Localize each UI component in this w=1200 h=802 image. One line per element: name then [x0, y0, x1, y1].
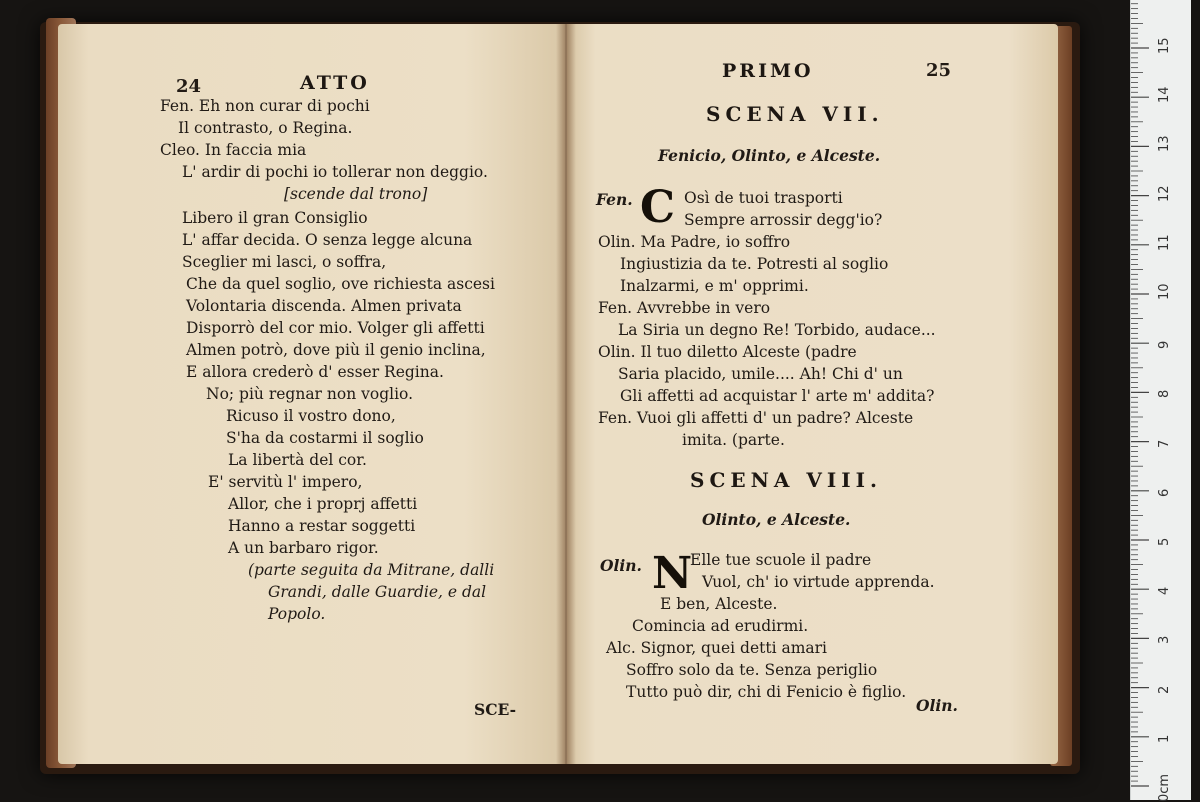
catchword: Olin.: [916, 696, 958, 715]
left-running-head: ATTO: [300, 72, 370, 94]
right-page-number: 25: [926, 60, 952, 81]
ruler-label: 4: [1157, 586, 1172, 596]
text-line: Fen. Avvrebbe in vero: [598, 299, 771, 317]
right-page: [566, 24, 1058, 764]
text-line: Ingiustizia da te. Potresti al soglio: [620, 255, 889, 273]
text-line: Inalzarmi, e m' opprimi.: [620, 277, 809, 295]
text-line: A un barbaro rigor.: [228, 539, 379, 557]
ruler-label: 13: [1157, 135, 1172, 153]
text-line: Gli affetti ad acquistar l' arte m' addita?: [620, 387, 935, 405]
scene-viii-heading: SCENA VIII.: [690, 468, 882, 492]
text-line: Tutto può dir, chi di Fenicio è figlio.: [626, 683, 907, 701]
text-line: Che da quel soglio, ove richiesta ascesi: [186, 275, 495, 293]
text-line: Allor, che i proprj affetti: [228, 495, 418, 513]
stage-direction: [scende dal trono]: [284, 185, 428, 203]
text-line: Olin. Il tuo diletto Alceste (padre: [598, 343, 857, 361]
stage-direction: Grandi, dalle Guardie, e dal: [268, 583, 487, 601]
text-line: E' servitù l' impero,: [208, 473, 363, 491]
text-line: E allora crederò d' esser Regina.: [186, 363, 444, 381]
text-line: imita. (parte.: [682, 431, 785, 449]
speaker-label: Fen.: [596, 190, 633, 209]
ruler-label: 2: [1157, 685, 1172, 694]
text-line: Sceglier mi lasci, o soffra,: [182, 253, 387, 271]
ruler-label: 5: [1157, 537, 1172, 546]
text-line: S'ha da costarmi il soglio: [226, 429, 424, 447]
stage-direction: Popolo.: [268, 605, 326, 623]
text-line: Ricuso il vostro dono,: [226, 407, 396, 425]
text-line: Elle tue scuole il padre: [690, 551, 872, 569]
text-line: L' ardir di pochi io tollerar non deggio.: [182, 163, 488, 181]
text-line: Soffro solo da te. Senza periglio: [626, 661, 878, 679]
text-line: Cleo. In faccia mia: [160, 141, 307, 159]
text-line: Fen. Eh non curar di pochi: [160, 97, 370, 115]
ruler-label: 14: [1157, 86, 1172, 104]
text-line: Fen. Vuoi gli affetti d' un padre? Alceste: [598, 409, 914, 427]
right-running-head: PRIMO: [722, 60, 814, 82]
scene-vii-characters: Fenicio, Olinto, e Alceste.: [658, 146, 881, 165]
text-line: Saria placido, umile.... Ah! Chi d' un: [618, 365, 903, 383]
stage-direction: (parte seguita da Mitrane, dalli: [248, 561, 495, 579]
ruler-label: 6: [1157, 488, 1172, 497]
text-line: Vuol, ch' io virtude apprenda.: [702, 573, 935, 591]
text-line: Osì de tuoi trasporti: [684, 189, 843, 207]
text-line: L' affar decida. O senza legge alcuna: [182, 231, 473, 249]
text-line: Volontaria discenda. Almen privata: [186, 297, 462, 315]
ruler-label: 7: [1157, 439, 1172, 448]
text-line: Alc. Signor, quei detti amari: [606, 639, 828, 657]
text-line: Disporrò del cor mio. Volger gli affetti: [186, 319, 485, 337]
ruler-label: 11: [1157, 234, 1172, 251]
book-gutter: [556, 24, 576, 764]
dropcap-n: N: [652, 548, 693, 599]
text-line: Hanno a restar soggetti: [228, 517, 416, 535]
scene-vii-heading: SCENA VII.: [706, 102, 884, 126]
text-line: E ben, Alceste.: [660, 595, 778, 613]
left-page: [58, 24, 566, 764]
scene-viii-characters: Olinto, e Alceste.: [702, 510, 851, 529]
ruler-label: 0cm: [1157, 773, 1172, 802]
left-page-number: 24: [176, 76, 202, 97]
ruler-label: 15: [1157, 37, 1172, 54]
scale-ruler: [1130, 0, 1191, 800]
ruler-label: 9: [1157, 340, 1172, 350]
ruler-label: 1: [1157, 734, 1172, 743]
ruler-label: 8: [1157, 390, 1172, 399]
text-line: Almen potrò, dove più il genio inclina,: [186, 341, 486, 359]
text-line: Comincia ad erudirmi.: [632, 617, 809, 635]
text-line: Libero il gran Consiglio: [182, 209, 368, 227]
ruler-label: 12: [1157, 185, 1172, 202]
ruler-label: 10: [1157, 283, 1172, 300]
text-line: La Siria un degno Re! Torbido, audace...: [618, 321, 936, 339]
dropcap-c: C: [640, 182, 676, 233]
ruler-ticks: [1131, 0, 1191, 800]
catchword: SCE-: [474, 700, 517, 719]
ruler-label: 3: [1157, 636, 1172, 645]
text-line: Il contrasto, o Regina.: [178, 119, 353, 137]
text-line: No; più regnar non voglio.: [206, 385, 414, 403]
text-line: Olin. Ma Padre, io soffro: [598, 233, 791, 251]
text-line: Sempre arrossir degg'io?: [684, 211, 883, 229]
speaker-label: Olin.: [600, 556, 642, 575]
text-line: La libertà del cor.: [228, 451, 367, 469]
